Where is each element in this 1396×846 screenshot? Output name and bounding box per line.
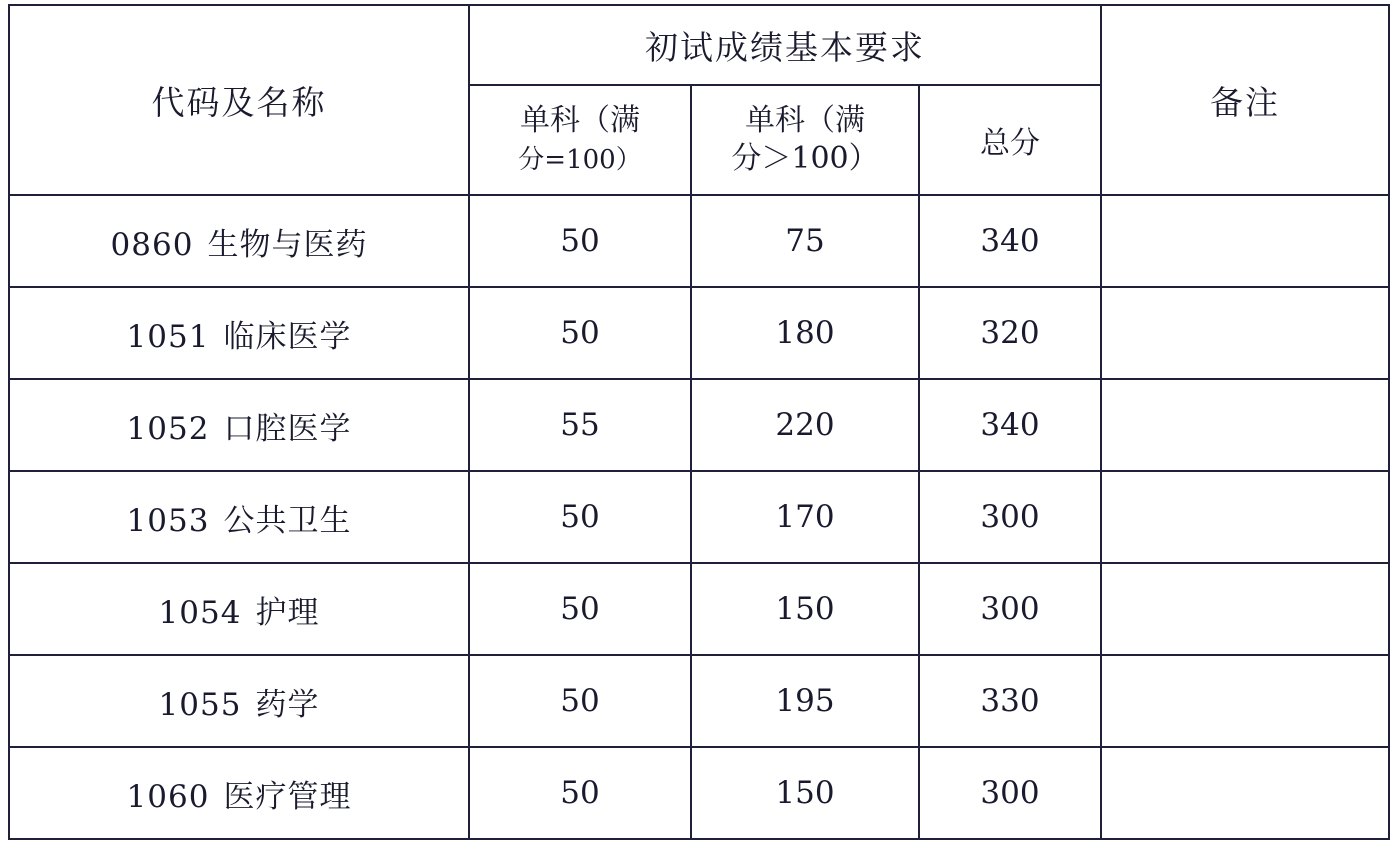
row-name: 生物与医药 <box>207 226 368 263</box>
row-single-over-100: 150 <box>691 747 919 839</box>
row-single-100: 50 <box>469 563 691 655</box>
row-code-and-name <box>9 655 469 747</box>
row-total: 340 <box>919 379 1101 471</box>
header-code-and-name: 代码及名称 <box>9 5 469 195</box>
header-single-subject-100 <box>469 85 691 195</box>
table-row <box>9 747 1389 839</box>
row-code: 1054 <box>158 594 242 631</box>
row-single-100: 50 <box>469 655 691 747</box>
table-body <box>9 195 1389 839</box>
table-row <box>9 379 1389 471</box>
row-name: 临床医学 <box>223 318 352 355</box>
row-code: 1052 <box>126 410 210 447</box>
row-code: 0860 <box>110 226 194 263</box>
row-code: 1055 <box>158 686 242 723</box>
table-row <box>9 563 1389 655</box>
row-note <box>1101 471 1389 563</box>
row-code-and-name <box>9 287 469 379</box>
header-single-subject-over-100 <box>691 85 919 195</box>
table-head <box>9 5 1389 195</box>
row-code-and-name <box>9 379 469 471</box>
table-row <box>9 195 1389 287</box>
row-single-100: 55 <box>469 379 691 471</box>
row-note <box>1101 655 1389 747</box>
row-note <box>1101 287 1389 379</box>
row-single-over-100: 170 <box>691 471 919 563</box>
header-exam-requirement-group: 初试成绩基本要求 <box>469 5 1101 85</box>
row-single-over-100: 195 <box>691 655 919 747</box>
row-single-over-100: 150 <box>691 563 919 655</box>
row-single-100: 50 <box>469 287 691 379</box>
header-total-score: 总分 <box>919 85 1101 195</box>
row-total: 330 <box>919 655 1101 747</box>
row-code-and-name <box>9 563 469 655</box>
header-single-subject-100-line2: 分=100） <box>518 145 642 175</box>
row-code-and-name <box>9 747 469 839</box>
row-total: 300 <box>919 563 1101 655</box>
row-single-100: 50 <box>469 195 691 287</box>
row-single-over-100: 180 <box>691 287 919 379</box>
row-single-over-100: 220 <box>691 379 919 471</box>
table-row <box>9 655 1389 747</box>
score-requirements-table <box>8 4 1390 840</box>
row-code-and-name <box>9 471 469 563</box>
table-header-row-1 <box>9 5 1389 85</box>
row-note <box>1101 195 1389 287</box>
row-total: 300 <box>919 747 1101 839</box>
header-single-subject-over-100-line1: 单科（满 <box>745 102 865 138</box>
row-single-100: 50 <box>469 471 691 563</box>
row-name: 医疗管理 <box>223 778 352 815</box>
row-note <box>1101 747 1389 839</box>
row-code: 1051 <box>126 318 210 355</box>
row-note <box>1101 379 1389 471</box>
row-name: 公共卫生 <box>223 502 352 539</box>
row-name: 口腔医学 <box>223 410 352 447</box>
row-name: 药学 <box>255 686 320 723</box>
row-total: 340 <box>919 195 1101 287</box>
row-single-over-100: 75 <box>691 195 919 287</box>
header-note: 备注 <box>1101 5 1389 195</box>
table-row <box>9 287 1389 379</box>
row-single-100: 50 <box>469 747 691 839</box>
header-single-subject-100-line1: 单科（满 <box>520 102 640 138</box>
table-row <box>9 471 1389 563</box>
row-name: 护理 <box>255 594 320 631</box>
header-single-subject-over-100-line2: 分＞100） <box>731 141 879 176</box>
row-note <box>1101 563 1389 655</box>
row-code: 1060 <box>126 778 210 815</box>
row-code: 1053 <box>126 502 210 539</box>
row-code-and-name <box>9 195 469 287</box>
row-total: 300 <box>919 471 1101 563</box>
row-total: 320 <box>919 287 1101 379</box>
